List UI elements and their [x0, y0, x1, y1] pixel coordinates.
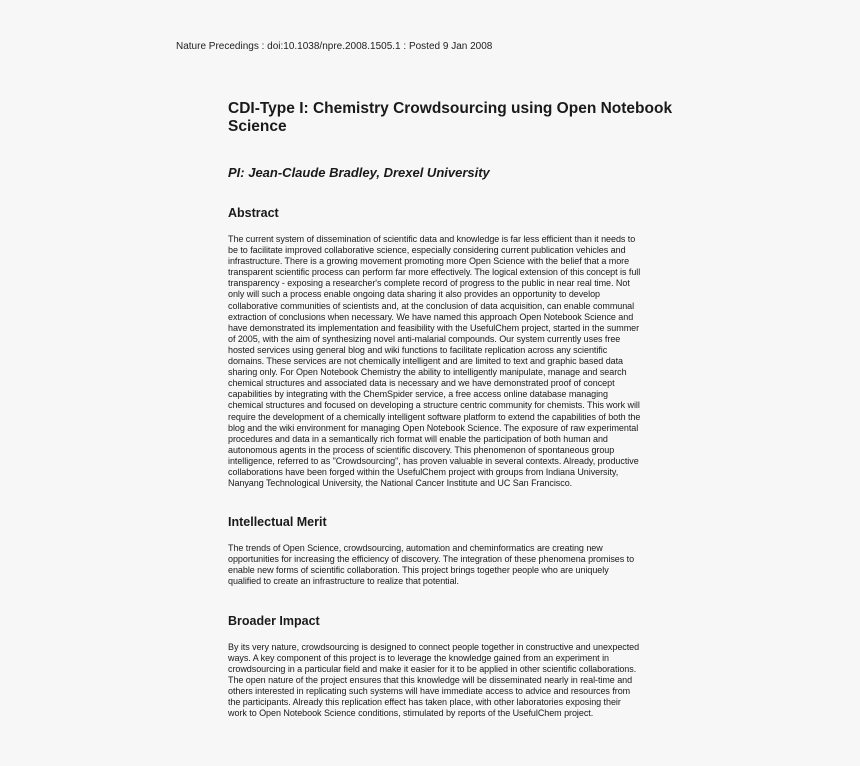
abstract-text: The current system of dissemination of scientific data and knowledge is far less efficient than it needs to be to facilitate improved collaborative science, especially considering current publication vehicles and infrastructure. There is a growing movement promoting more Open Science with the belief that a more transparent scientific process can perform far more effectively. The logical extension of this concept is full transparency - exposing a researcher's complete record of progress to the public in near real time. Not only will such a process enable ongoing data sharing it also provides an opportunity to develop collaborative communities of scientists and, at the conclusion of data acquisition, can enable communal extraction of conclusions when necessary. We have named this approach Open Notebook Science and have demonstrated its implementation and feasibility with the UsefulChem project, started in the summer of 2005, with the aim of synthesizing novel anti-malarial compounds. Our system currently uses free hosted services using general blog and wiki functions to facilitate replication across any scientific domains. These services are not chemically intelligent and are limited to text and graphic based data sharing only. For Open Notebook Chemistry the ability to intelligently manipulate, manage and search chemical structures and associated data is necessary and we have demonstrated proof of concept capabilities by integrating with the ChemSpider service, a free access online database managing chemical structures and focused on developing a structure centric community for chemists. This work will require the development of a chemically intelligent software platform to extend the capabilities of both the blog and the wiki environment for managing Open Notebook Science. The exposure of raw experimental procedures and data in a semantically rich format will enable the participation of both human and autonomous agents in the process of scientific discovery. This phenomenon of spontaneous group intelligence, referred to as "Crowdsourcing", has proven valuable in several contexts. Already, productive collaborations have been forged within the UsefulChem project with groups from Indiana University, Nanyang Technological University, the National Cancer Institute and UC San Francisco. — [228, 234, 641, 489]
broader-impact-heading: Broader Impact — [228, 613, 320, 628]
abstract-heading: Abstract — [228, 206, 279, 220]
principal-investigator: PI: Jean-Claude Bradley, Drexel University — [228, 165, 490, 180]
intellectual-merit-text: The trends of Open Science, crowdsourcing, automation and cheminformatics are creating new opportunities for increasing the efficiency of discovery. The integration of these phenomena promises to enable new forms of scientific collaboration. This project brings together people who are uniquely qualified to create an infrastructure to realize that potential. — [228, 543, 635, 587]
paper-body — [228, 100, 686, 719]
broader-impact-text: By its very nature, crowdsourcing is designed to connect people together in constructive and unexpected ways. A key component of this project is to leverage the knowledge gained from an experiment in crowdsourcing in a particular field and make it easier for it to be applied in other scientific collaborations. The open nature of the project ensures that this knowledge will be disseminated nearly in real-time and others interested in replicating such systems will have immediate access to advice and resources from the participants. Already this replication effect has taken place, with other laboratories exposing their work to Open Notebook Science conditions, stimulated by reports of the UsefulChem project. — [228, 641, 640, 719]
intellectual-merit-heading: Intellectual Merit — [228, 515, 327, 530]
running-head: Nature Precedings : doi:10.1038/npre.2008.1505.1 : Posted 9 Jan 2008 — [176, 41, 493, 52]
paper-title: CDI-Type I: Chemistry Crowdsourcing using Open Notebook Science — [228, 100, 673, 135]
